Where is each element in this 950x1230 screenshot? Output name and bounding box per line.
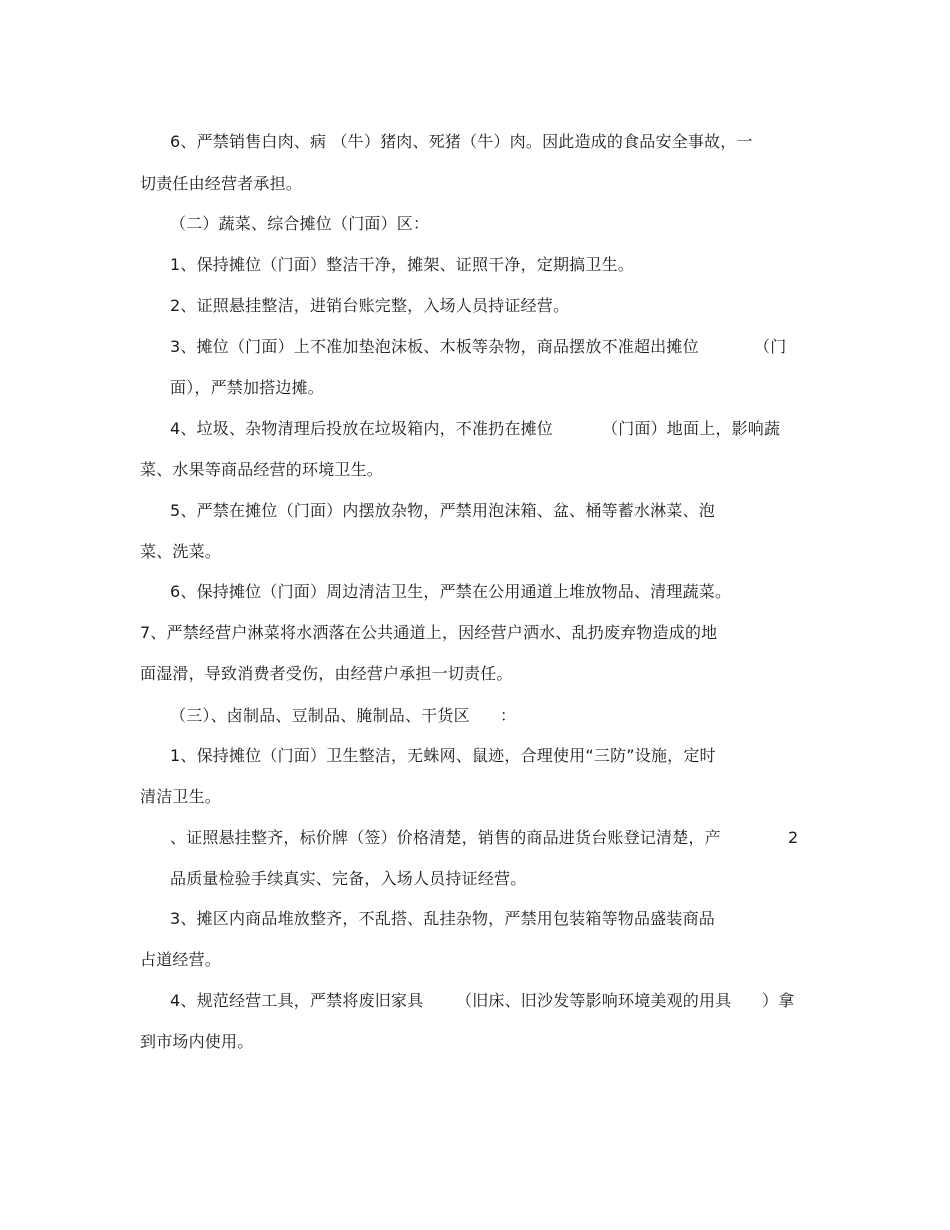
text-line-fragment: ）拿	[762, 991, 795, 1010]
text-line: 菜、洗菜。	[140, 542, 222, 561]
section-heading: （三）、卤制品、豆制品、腌制品、干货区	[170, 706, 470, 725]
text-line: 1、保持摊位（门面）整洁干净，摊架、证照干净，定期搞卫生。	[170, 255, 634, 274]
text-line-fragment: （门面）地面上，影响蔬	[602, 419, 781, 438]
text-line: 5、严禁在摊位（门面）内摆放杂物，严禁用泡沫箱、盆、桶等蓄水淋菜、泡	[170, 501, 715, 520]
text-line: 2、证照悬挂整洁，进销台账完整，入场人员持证经营。	[170, 296, 570, 315]
item-number: 2	[788, 828, 799, 847]
text-line: 切责任由经营者承担。	[140, 174, 303, 193]
text-line: 3、摊位（门面）上不准加垫泡沫板、木板等杂物，商品摆放不准超出摊位	[170, 337, 699, 356]
text-line-fragment: （旧床、旧沙发等影响环境美观的用具	[456, 991, 732, 1010]
text-line: 6、严禁销售白肉、病 （牛）猪肉、死猪（牛）肉。因此造成的食品安全事故，一	[170, 132, 753, 151]
text-line: 菜、水果等商品经营的环境卫生。	[140, 460, 384, 479]
text-line: 4、垃圾、杂物清理后投放在垃圾箱内，不准扔在摊位	[170, 419, 553, 438]
text-line: 4、规范经营工具，严禁将废旧家具	[170, 991, 424, 1010]
text-line: 、证照悬挂整齐，标价牌（签）价格清楚，销售的商品进货台账登记清楚，产	[170, 828, 721, 847]
text-line: 面湿滑，导致消费者受伤，由经营户承担一切责任。	[140, 664, 513, 683]
text-line: 6、保持摊位（门面）周边清洁卫生，严禁在公用通道上堆放物品、清理蔬菜。	[170, 582, 732, 601]
section-heading: （二）蔬菜、综合摊位（门面）区：	[170, 214, 430, 233]
text-line: 7、严禁经营户淋菜将水洒落在公共通道上，因经营户洒水、乱扔废弃物造成的地	[140, 623, 718, 642]
text-line: 1、保持摊位（门面）卫生整洁，无蛛网、鼠迹，合理使用“三防”设施，定时	[170, 746, 716, 765]
text-line-fragment: ：	[500, 706, 517, 725]
text-line: 3、摊区内商品堆放整齐，不乱搭、乱挂杂物，严禁用包装箱等物品盛装商品	[170, 909, 715, 928]
text-line: 清洁卫生。	[140, 787, 222, 806]
text-line: 占道经营。	[140, 950, 222, 969]
text-line: 到市场内使用。	[140, 1032, 254, 1051]
text-line: 品质量检验手续真实、完备，入场人员持证经营。	[170, 869, 527, 888]
text-line-fragment: （门	[754, 337, 787, 356]
text-line: 面），严禁加搭边摊。	[170, 378, 325, 397]
